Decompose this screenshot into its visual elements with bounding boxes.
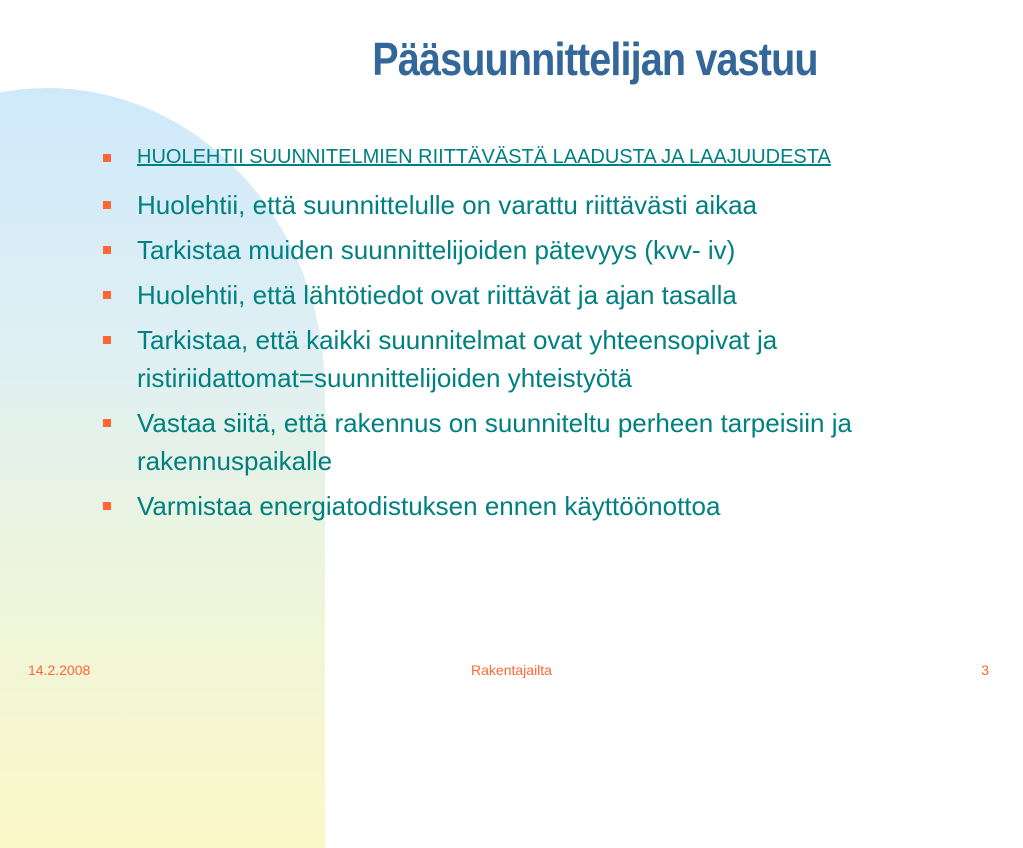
bullet-item-link: [100, 146, 990, 168]
hyperlink-text[interactable]: HUOLEHTII SUUNNITELMIEN RIITTÄVÄSTÄ LAADUSTA JA LAAJUUDESTA: [137, 146, 831, 168]
footer-date: 14.2.2008: [28, 662, 91, 678]
slide-content: [100, 146, 990, 532]
bullet-item: [100, 487, 990, 525]
square-bullet-icon: [103, 419, 111, 427]
square-bullet-icon: [103, 154, 111, 162]
bullet-text: Vastaa siitä, että rakennus on suunniteltu perheen tarpeisiin ja rakennuspaikalle: [137, 408, 852, 476]
bullet-item: [100, 231, 990, 269]
bullet-text: Tarkistaa, että kaikki suunnitelmat ovat yhteensopivat ja ristiriidattomat=suunnittelijoiden yhteistyötä: [137, 325, 778, 393]
square-bullet-icon: [103, 246, 111, 254]
square-bullet-icon: [103, 336, 111, 344]
bullet-item: [100, 404, 990, 480]
bullet-text: Tarkistaa muiden suunnittelijoiden pätevyys (kvv- iv): [137, 235, 736, 265]
bullet-list: [100, 146, 990, 525]
square-bullet-icon: [103, 201, 111, 209]
footer-title: Rakentajailta: [471, 662, 552, 678]
bullet-text: Huolehtii, että lähtötiedot ovat riittävät ja ajan tasalla: [137, 280, 737, 310]
bullet-item: [100, 321, 990, 397]
slide-title: Pääsuunnittelijan vastuu: [372, 33, 818, 85]
footer-page-number: 3: [981, 662, 989, 678]
bullet-text: Varmistaa energiatodistuksen ennen käyttöönottoa: [137, 491, 721, 521]
square-bullet-icon: [103, 502, 111, 510]
bullet-text: Huolehtii, että suunnittelulle on varattu riittävästi aikaa: [137, 190, 758, 220]
bullet-item: [100, 186, 990, 224]
bullet-item: [100, 276, 990, 314]
square-bullet-icon: [103, 291, 111, 299]
